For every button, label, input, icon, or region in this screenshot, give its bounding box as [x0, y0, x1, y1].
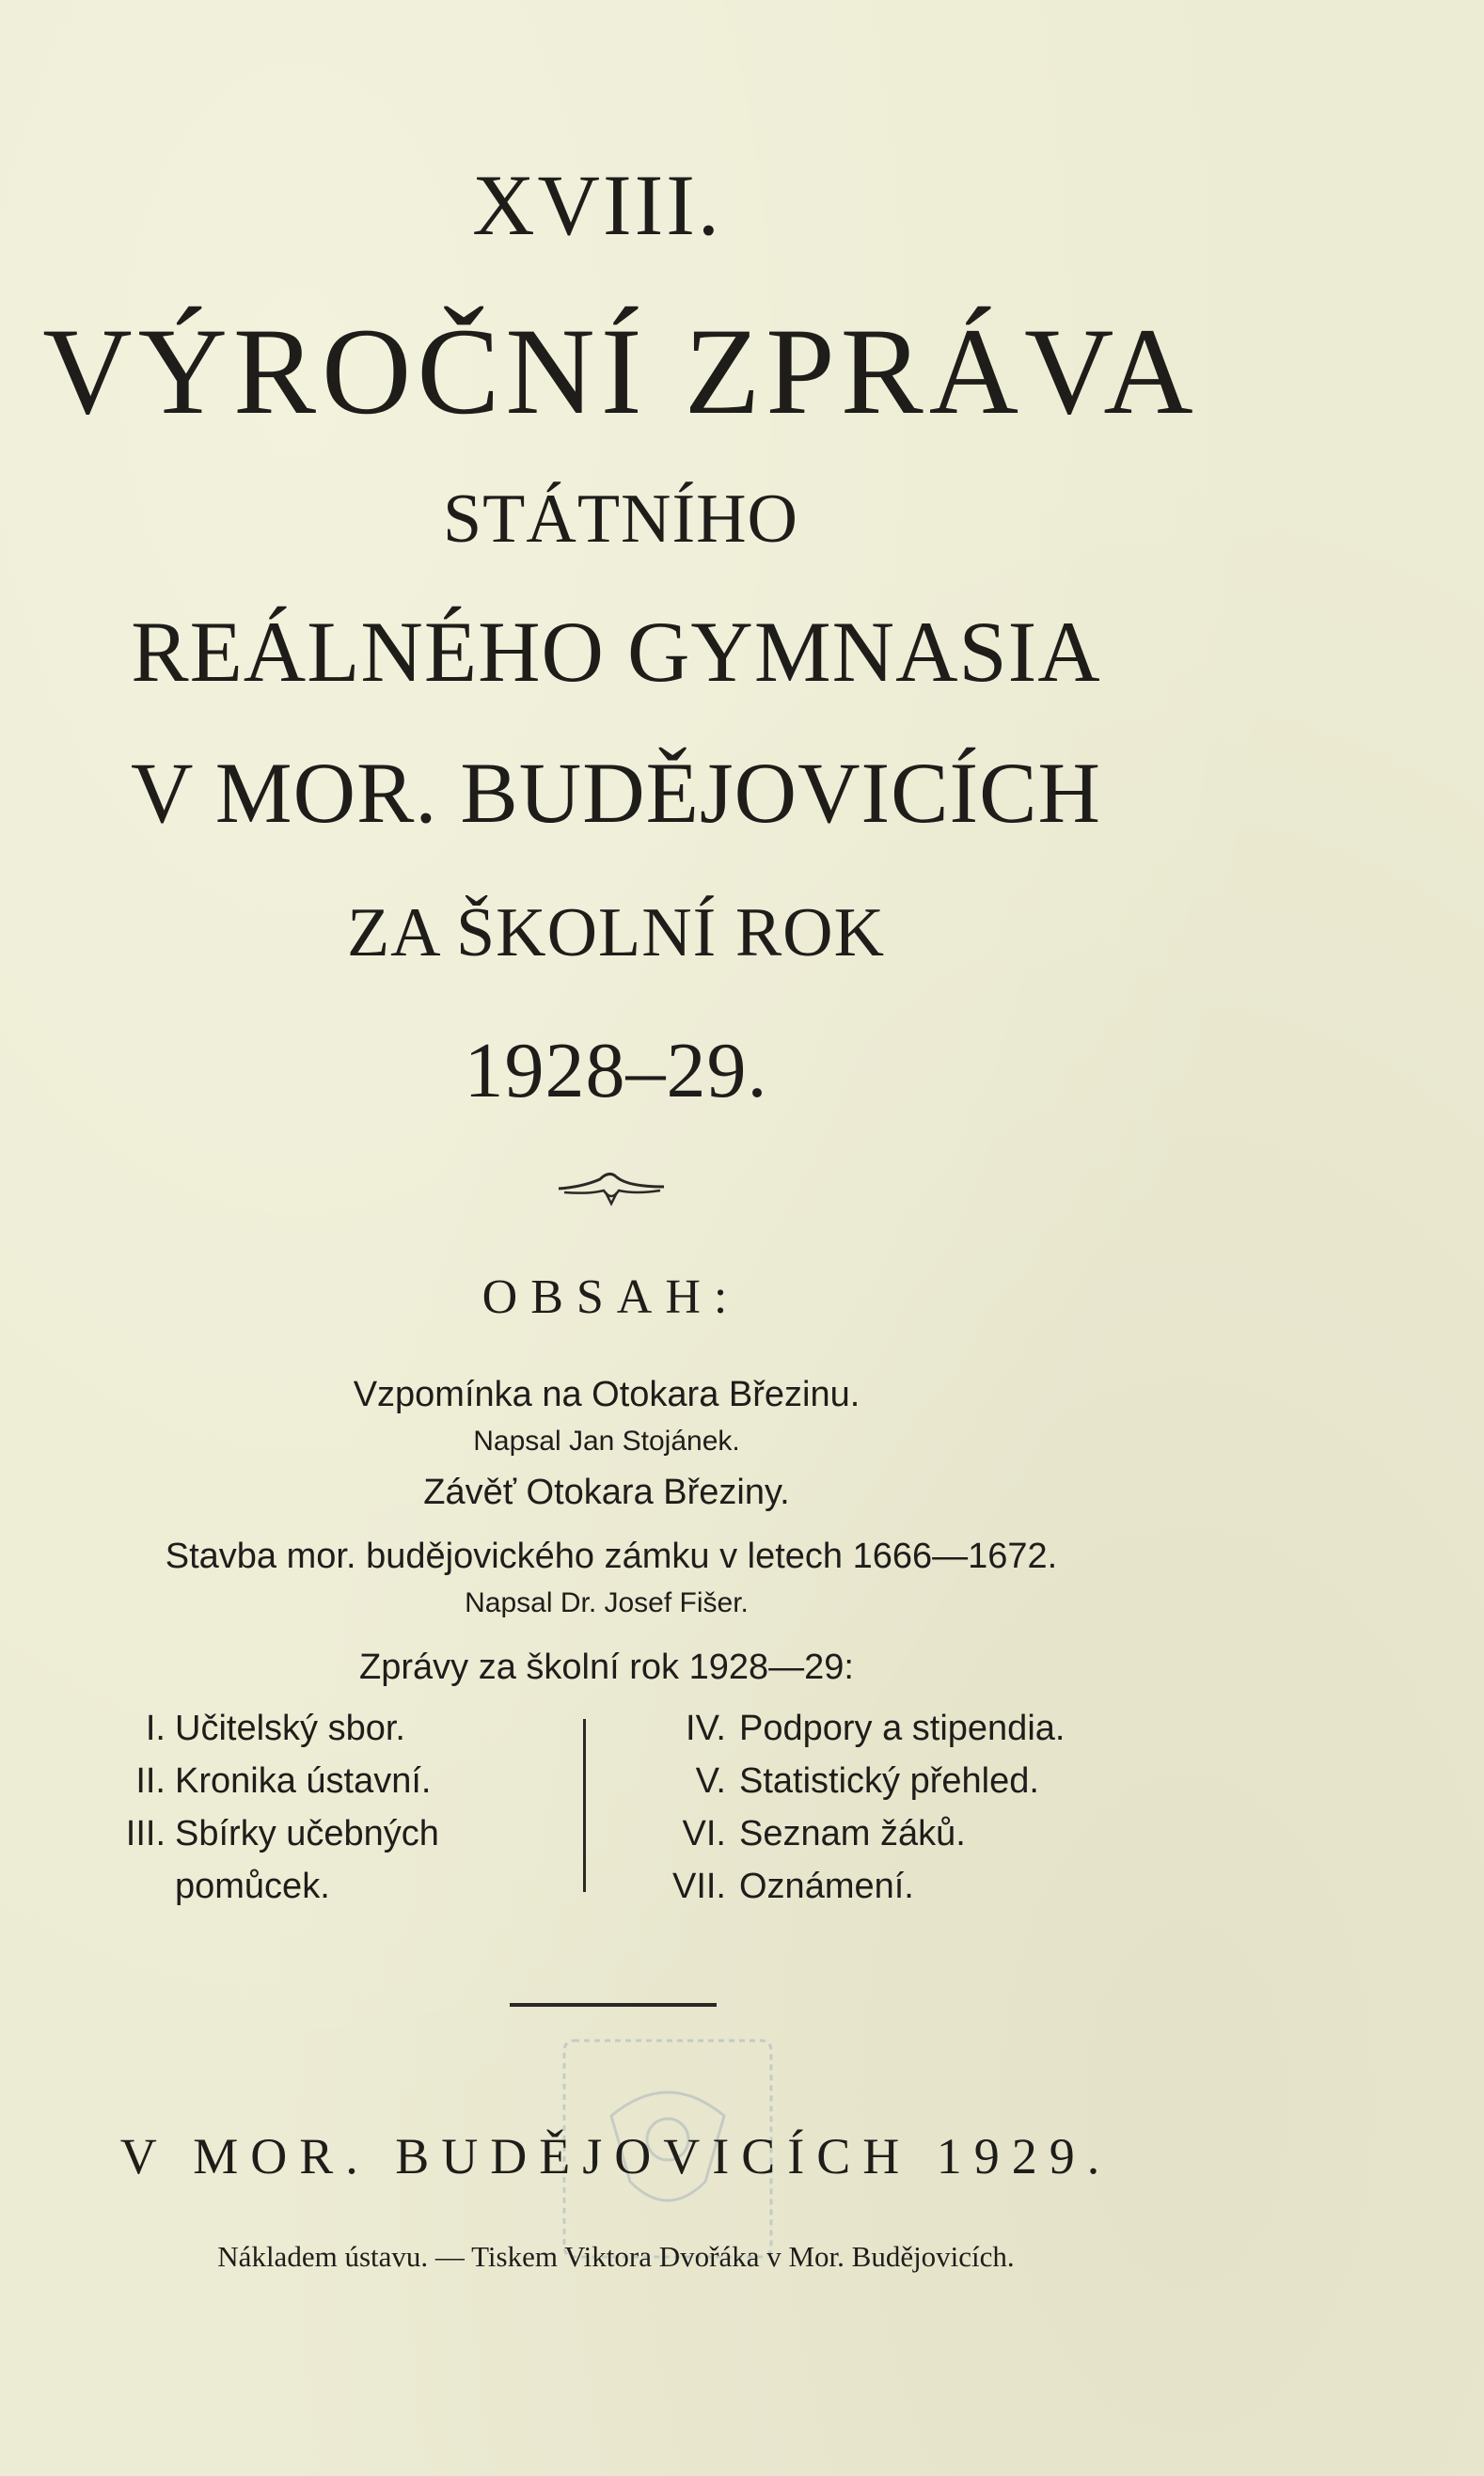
- report-item: [120, 1755, 572, 1807]
- toc-entry-title: Stavba mor. budějovického zámku v letech 1666—1672.: [165, 1537, 1058, 1576]
- contents-heading: OBSAH:: [482, 1270, 741, 1324]
- report-item: [120, 1702, 572, 1755]
- section-rule: [510, 2003, 717, 2007]
- report-item-label: Kronika ústavní.: [175, 1761, 432, 1801]
- toc-entry-title: Vzpomínka na Otokara Březinu.: [353, 1375, 860, 1414]
- report-item: [120, 1807, 572, 1860]
- report-item-label: Podpory a stipendia.: [739, 1709, 1066, 1748]
- column-divider: [583, 1719, 586, 1892]
- toc-reports-heading: Zprávy za školní rok 1928—29:: [359, 1648, 854, 1687]
- report-item-label: Učitelský sbor.: [175, 1709, 405, 1748]
- report-item-label-continued: pomůcek.: [175, 1867, 330, 1906]
- report-item-number: II.: [135, 1761, 166, 1801]
- ornament-icon: [555, 1166, 668, 1207]
- report-item: [649, 1755, 1176, 1807]
- reports-right-column: [649, 1702, 1176, 1913]
- title-place: V MOR. BUDĚJOVICÍCH: [131, 745, 1101, 841]
- report-item-number: IV.: [686, 1709, 726, 1748]
- report-item-label: Sbírky učebných: [175, 1814, 439, 1853]
- volume-number: XVIII.: [472, 157, 722, 253]
- report-item-label: Oznámení.: [739, 1867, 914, 1906]
- report-item-number: VII.: [671, 1867, 726, 1906]
- title-year-of: ZA ŠKOLNÍ ROK: [346, 894, 886, 971]
- title-school: REÁLNÉHO GYMNASIA: [131, 604, 1101, 700]
- toc-entry-author: Napsal Jan Stojánek.: [473, 1426, 740, 1457]
- report-item-number: VI.: [682, 1814, 726, 1853]
- report-item-number: V.: [695, 1761, 726, 1801]
- imprint-place-year: V MOR. BUDĚJOVICÍCH 1929.: [119, 2128, 1113, 2184]
- title-state: STÁTNÍHO: [443, 481, 798, 558]
- toc-entry-title: Závěť Otokara Březiny.: [423, 1473, 790, 1512]
- report-item: [649, 1702, 1176, 1755]
- report-item-label: Seznam žáků.: [739, 1814, 966, 1853]
- report-item-number: III.: [125, 1814, 166, 1853]
- report-item: [649, 1807, 1176, 1860]
- report-item: [649, 1860, 1176, 1913]
- reports-left-column: [120, 1702, 572, 1913]
- title-years: 1928–29.: [464, 1027, 768, 1114]
- report-item-number: I.: [145, 1709, 166, 1748]
- report-title: VÝROČNÍ ZPRÁVA: [42, 302, 1199, 440]
- toc-entry-author: Napsal Dr. Josef Fišer.: [465, 1587, 749, 1618]
- report-item-label: Statistický přehled.: [739, 1761, 1039, 1801]
- imprint-publisher: Nákladem ústavu. — Tiskem Viktora Dvořáka v Mor. Budějovicích.: [217, 2240, 1015, 2273]
